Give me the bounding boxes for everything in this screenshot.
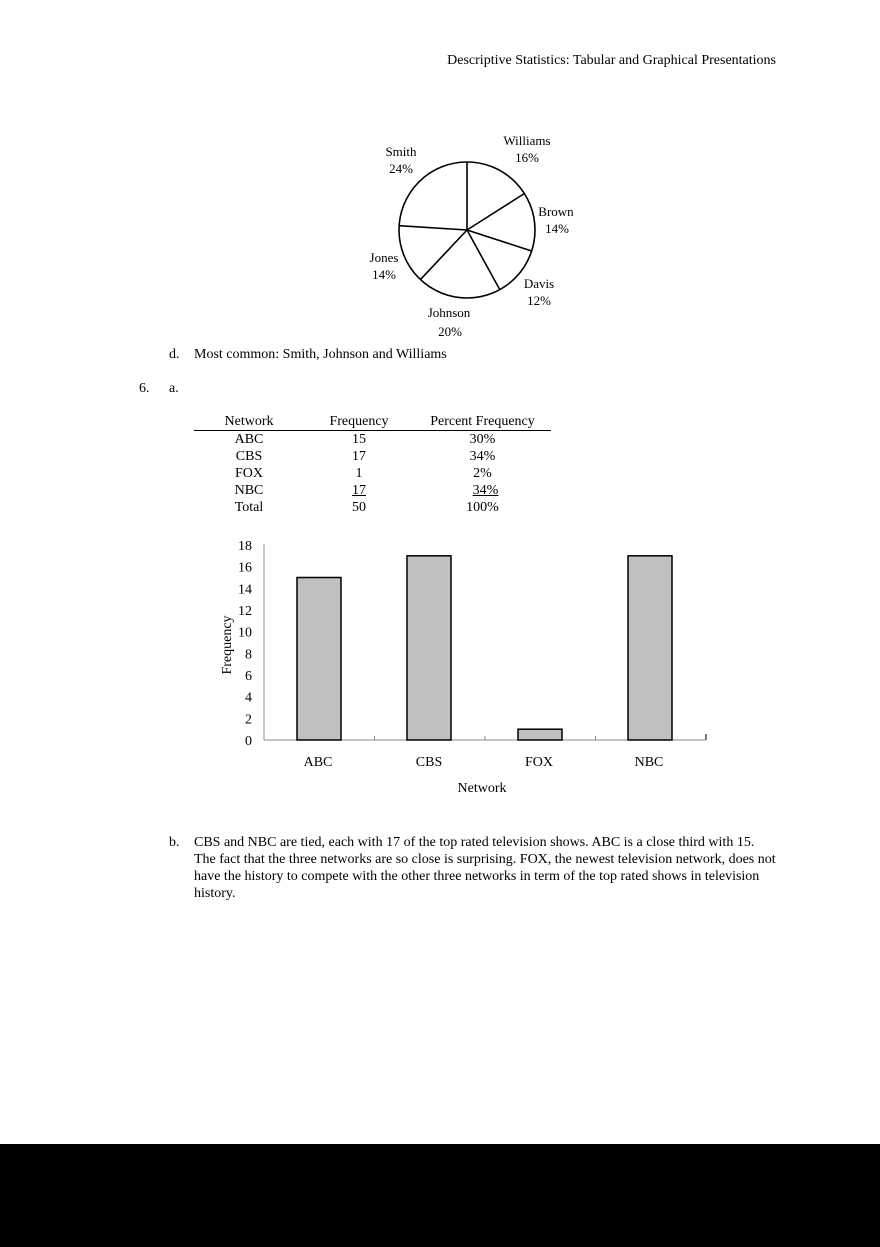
part-d-answer: Most common: Smith, Johnson and Williams — [194, 347, 447, 362]
x-tick-labels — [304, 755, 664, 770]
pie-label-johnson: Johnson 20% — [427, 305, 471, 339]
y-tick: 2 — [245, 712, 252, 728]
bottom-black-band — [0, 1144, 880, 1247]
x-axis-label: Network — [457, 781, 507, 796]
pie-label-davis: Davis 12% — [523, 276, 555, 308]
y-tick: 16 — [238, 560, 252, 576]
bar-fox — [518, 729, 562, 740]
x-tick: NBC — [634, 755, 664, 770]
y-tick: 8 — [245, 647, 252, 663]
part-d-marker: d. — [169, 347, 180, 362]
table-header-row — [194, 414, 551, 431]
table-row: ABC 15 30% — [234, 432, 496, 447]
pie-label-smith: Smith 24% — [385, 144, 417, 176]
y-tick: 0 — [245, 734, 252, 749]
x-tick: FOX — [524, 755, 554, 770]
pie-label-williams: Williams 16% — [503, 133, 551, 165]
bar-cbs — [407, 556, 451, 740]
part-b-answer: CBS and NBC are tied, each with 17 of the top rated television shows. ABC is a close third with 15. The fact that the three networks are so close is surprising. FOX, the newest television network, does not have the history to compete with the other three networks in term of the top rated shows in television history. — [194, 835, 776, 901]
part-a-marker: a. — [169, 381, 179, 396]
bar-chart — [0, 530, 880, 810]
bar-nbc — [628, 556, 672, 740]
col-network: Network — [194, 414, 304, 431]
table-row: FOX 1 2% — [234, 466, 492, 481]
question-number: 6. — [139, 381, 150, 396]
y-tick: 18 — [238, 539, 252, 554]
pie-slices — [399, 162, 535, 298]
bars — [297, 556, 672, 740]
pie-label-brown: Brown 14% — [538, 204, 574, 236]
y-tick-labels — [238, 539, 252, 749]
table-row: CBS 17 34% — [235, 449, 496, 464]
col-frequency: Frequency — [304, 414, 414, 431]
y-tick: 12 — [238, 604, 252, 619]
table-total-row: Total 50 100% — [234, 500, 499, 515]
running-header: Descriptive Statistics: Tabular and Graphical Presentations — [447, 53, 776, 68]
x-tick: CBS — [415, 755, 443, 770]
y-tick: 14 — [238, 582, 252, 598]
x-tick: ABC — [303, 755, 333, 770]
y-tick: 10 — [238, 625, 252, 641]
y-tick: 6 — [245, 669, 252, 684]
part-b-marker: b. — [169, 835, 180, 850]
frequency-table — [194, 414, 551, 516]
y-tick: 4 — [245, 690, 252, 706]
pie-label-jones: Jones 14% — [369, 250, 399, 282]
y-axis-label: Frequency — [220, 615, 235, 675]
bar-abc — [297, 578, 341, 741]
table-row: NBC 17 34% — [234, 483, 499, 498]
col-percent: Percent Frequency — [414, 414, 551, 431]
